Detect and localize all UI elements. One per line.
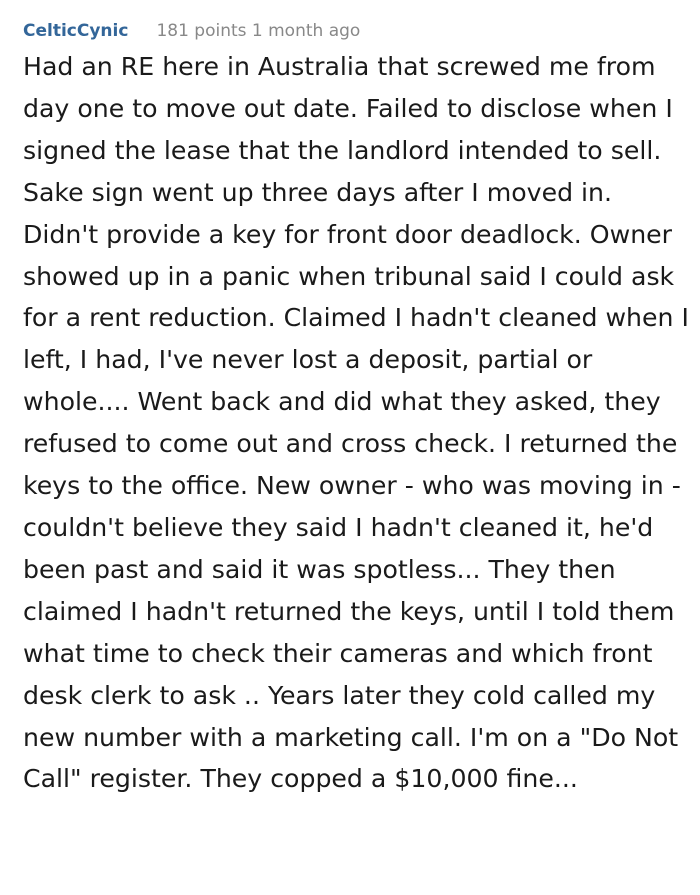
comment bbox=[23, 0, 693, 794]
comment-meta: 181 points 1 month ago bbox=[156, 21, 361, 41]
comment-body: Had an RE here in Australia that screwed me from day one to move out date. Failed to disclose when I signed the lease that the landlord intended to sell. Sake sign went up three days after I moved in. Didn't provide a key for front door deadlock. Owner showed up in a panic when tribunal said I could ask for a rent reduction. Claimed I hadn't cleaned when I left, I had, I've never lost a deposit, partial or whole.... Went back and did what they asked, they refused to come out and cross check. I returned the keys to the office. New owner - who was moving in - couldn't believe they said I hadn't cleaned it, he'd been past and said it was spotless... They then claimed I hadn't returned the keys, until I told them what time to check their cameras and which front desk clerk to ask .. Years later they cold called my new number with a marketing call. I'm on a "Do Not Call" register. They copped a $10,000 fine... bbox=[23, 52, 689, 794]
comment-author[interactable]: CelticCynic bbox=[23, 21, 129, 41]
